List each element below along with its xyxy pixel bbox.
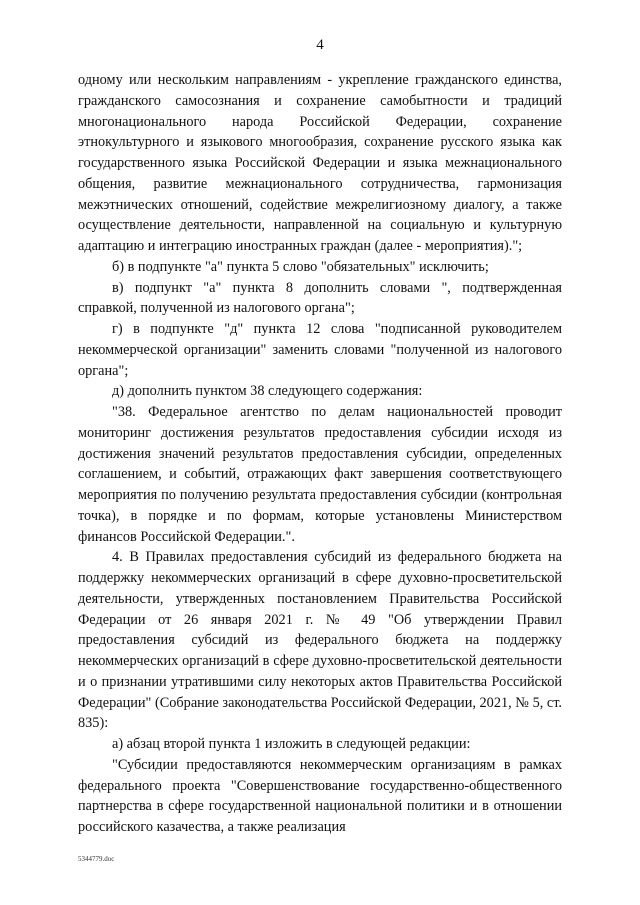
document-body — [78, 70, 562, 838]
paragraph-continuation: одному или нескольким направлениям - укрепление гражданского единства, гражданского самосознания и сохранение самобытности и традиций многонационального народа Российской Федерации, сохранение этнокультурного и языкового многообразия, сохранение русского языка как государственного языка Российской Федерации и языка межнационального общения, развитие межнационального сотрудничества, гармонизация межэтнических отношений, содействие межрелигиозному диалогу, а также осуществление деятельности, направленной на социальную и культурную адаптацию и интеграцию иностранных граждан (далее - мероприятия)."; — [78, 72, 562, 254]
paragraph-subsidies-quote: "Субсидии предоставляются некоммерческим организациям в рамках федерального проекта "Совершенствование государственно-общественного партнерства в сфере государственной национальной политики и в отношении российского казачества, а также реализация — [78, 756, 562, 835]
paragraph-item-g: г) в подпункте "д" пункта 12 слова "подписанной руководителем некоммерческой организации" заменить словами "полученной из налогового органа"; — [78, 321, 562, 379]
page-number: 4 — [316, 37, 324, 53]
paragraph-point-38: "38. Федеральное агентство по делам национальностей проводит мониторинг достижения результатов предоставления субсидии исходя из достижения значений результатов предоставления субсидии, определенных соглашением, и событий, отражающих факт завершения соответствующего мероприятия по получению результата предоставления субсидии (контрольная точка), в порядке и по формам, которые установлены Министерством финансов Российской Федерации.". — [78, 404, 562, 545]
paragraph-item-b: б) в подпункте "а" пункта 5 слово "обязательных" исключить; — [112, 258, 489, 275]
paragraph-section-4: 4. В Правилах предоставления субсидий из федерального бюджета на поддержку некоммерческих организаций в сфере духовно-просветительской деятельности, утвержденных постановлением Правительства Российской Федерации от 26 января 2021 г. № 49 "Об утверждении Правил предоставления субсидий из федерального бюджета на поддержку некоммерческих организаций в сфере духовно-просветительской деятельности и о признании утратившими силу некоторых актов Правительства Российской Федерации" (Собрание законодательства Российской Федерации, 2021, № 5, ст. 835): — [78, 549, 562, 732]
footer-doc-code: 5344779.doc — [78, 855, 115, 863]
paragraph-item-v: в) подпункт "а" пункта 8 дополнить словами ", подтвержденная справкой, полученной из налогового органа"; — [78, 279, 562, 317]
paragraph-item-d: д) дополнить пунктом 38 следующего содержания: — [112, 383, 423, 400]
paragraph-item-a: а) абзац второй пункта 1 изложить в следующей редакции: — [112, 736, 471, 752]
